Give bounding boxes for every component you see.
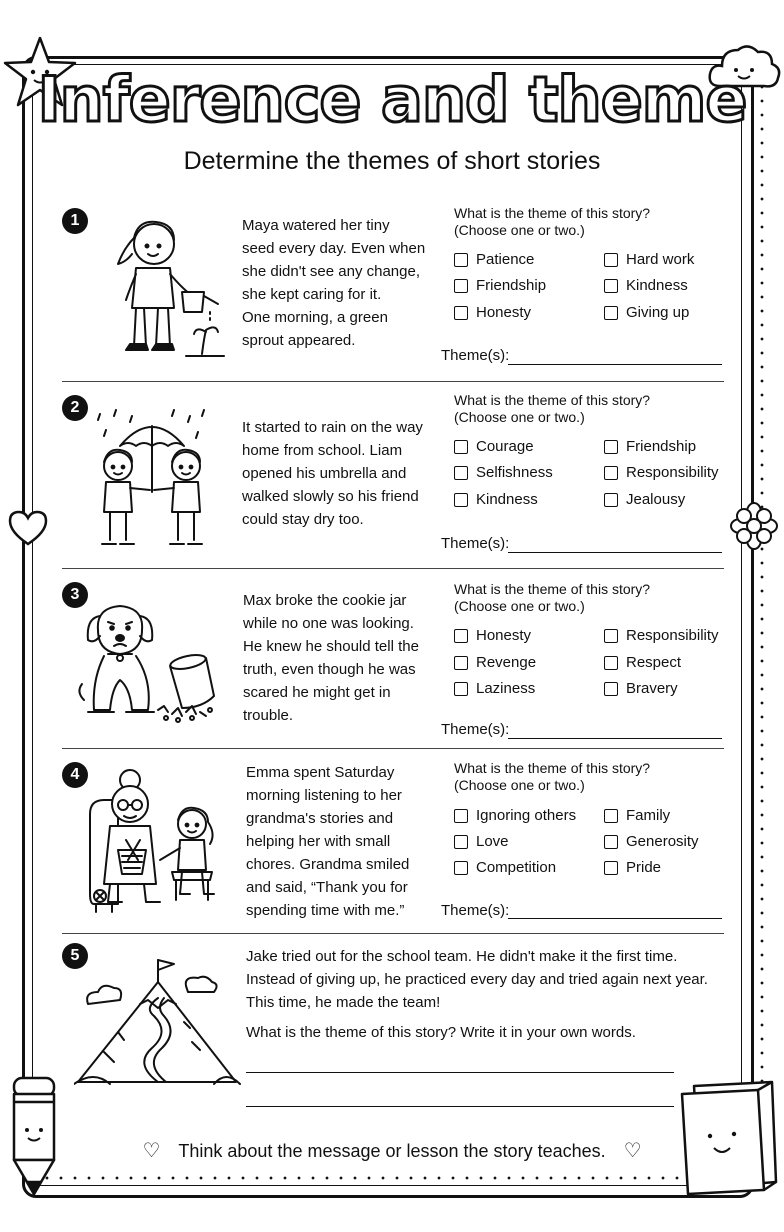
dotted-border-right <box>760 80 764 1170</box>
theme-label: Theme(s): <box>441 721 510 738</box>
option-checkbox[interactable]: Generosity <box>604 833 699 851</box>
checkbox-icon[interactable] <box>454 493 468 507</box>
answer-line[interactable] <box>246 1106 674 1107</box>
option-checkbox[interactable]: Competition <box>454 859 556 877</box>
question-text: What is the theme of this story? (Choose one or two.) <box>454 581 651 614</box>
checkbox-icon[interactable] <box>604 682 618 696</box>
checkbox-icon[interactable] <box>604 279 618 293</box>
checkbox-icon[interactable] <box>604 466 618 480</box>
puppy-broken-jar-illustration <box>74 600 222 724</box>
theme-label: Theme(s): <box>441 902 510 919</box>
option-checkbox[interactable]: Revenge <box>454 654 536 672</box>
checkbox-icon[interactable] <box>454 466 468 480</box>
kids-sharing-umbrella-illustration <box>90 404 214 554</box>
option-checkbox[interactable]: Hard work <box>604 251 694 269</box>
checkbox-icon[interactable] <box>604 861 618 875</box>
question-text: What is the theme of this story? (Choose one or two.) <box>454 392 651 425</box>
story-number-badge: 4 <box>62 762 88 788</box>
question-text: What is the theme of this story? (Choose one or two.) <box>454 760 651 793</box>
flower-icon <box>728 500 780 552</box>
checkbox-icon[interactable] <box>454 306 468 320</box>
theme-answer-line[interactable] <box>508 552 722 553</box>
theme-answer-line[interactable] <box>508 918 722 919</box>
option-checkbox[interactable]: Love <box>454 833 509 851</box>
checkbox-icon[interactable] <box>604 493 618 507</box>
heart-icon: ♡ <box>623 1140 642 1162</box>
checkbox-icon[interactable] <box>604 835 618 849</box>
section-divider <box>62 933 724 934</box>
story-number-badge: 3 <box>62 582 88 608</box>
option-checkbox[interactable]: Ignoring others <box>454 807 576 825</box>
mountain-flag-illustration <box>74 952 244 1092</box>
option-checkbox[interactable]: Giving up <box>604 304 689 322</box>
option-checkbox[interactable]: Respect <box>604 654 681 672</box>
option-checkbox[interactable]: Selfishness <box>454 464 553 482</box>
checkbox-icon[interactable] <box>454 440 468 454</box>
checkbox-icon[interactable] <box>604 809 618 823</box>
option-checkbox[interactable]: Bravery <box>604 680 678 698</box>
checkbox-icon[interactable] <box>454 835 468 849</box>
option-checkbox[interactable]: Kindness <box>604 277 688 295</box>
story-number-badge: 2 <box>62 395 88 421</box>
checkbox-icon[interactable] <box>454 629 468 643</box>
option-checkbox[interactable]: Family <box>604 807 670 825</box>
story-text: Maya watered her tiny seed every day. Even when she didn't see any change, she kept caring for it. One morning, a green sprout appeared. <box>242 217 426 349</box>
girl-watering-plant-illustration <box>96 208 226 364</box>
checkbox-icon[interactable] <box>454 861 468 875</box>
page-subtitle: Determine the themes of short stories <box>183 147 601 175</box>
grandma-and-girl-illustration <box>86 764 224 914</box>
option-checkbox[interactable]: Jealousy <box>604 491 685 509</box>
page-title: Inference and theme <box>37 63 747 136</box>
checkbox-icon[interactable] <box>604 656 618 670</box>
option-checkbox[interactable]: Friendship <box>454 277 546 295</box>
option-checkbox[interactable]: Responsibility <box>604 464 719 482</box>
theme-answer-line[interactable] <box>508 364 722 365</box>
option-checkbox[interactable]: Laziness <box>454 680 535 698</box>
option-checkbox[interactable]: Kindness <box>454 491 538 509</box>
theme-answer-line[interactable] <box>508 738 722 739</box>
option-checkbox[interactable]: Honesty <box>454 304 531 322</box>
option-checkbox[interactable]: Courage <box>454 438 534 456</box>
checkbox-icon[interactable] <box>604 440 618 454</box>
story-text: It started to rain on the way home from school. Liam opened his umbrella and walked slowly so his friend could stay dry too. <box>242 419 423 528</box>
option-checkbox[interactable]: Responsibility <box>604 627 719 645</box>
question-text: What is the theme of this story? (Choose one or two.) <box>454 205 651 238</box>
section-divider <box>62 748 724 749</box>
checkbox-icon[interactable] <box>454 682 468 696</box>
story-text: Max broke the cookie jar while no one was looking. He knew he should tell the truth, even though he was scared he might get in trouble. <box>243 592 419 724</box>
option-checkbox[interactable]: Patience <box>454 251 534 269</box>
checkbox-icon[interactable] <box>454 809 468 823</box>
checkbox-icon[interactable] <box>604 306 618 320</box>
dotted-border-bottom <box>40 1176 740 1180</box>
story-text: Emma spent Saturday morning listening to her grandma's stories and helping her with small chores. Grandma smiled and said, “Thank you for spending time with me.” <box>246 764 410 919</box>
heart-icon <box>6 508 50 548</box>
checkbox-icon[interactable] <box>454 253 468 267</box>
checkbox-icon[interactable] <box>454 279 468 293</box>
checkbox-icon[interactable] <box>604 253 618 267</box>
story-number-badge: 5 <box>62 943 88 969</box>
theme-label: Theme(s): <box>441 347 510 364</box>
section-divider <box>62 568 724 569</box>
question-text: What is the theme of this story? Write it in your own words. <box>246 1024 636 1041</box>
pencil-icon <box>6 1074 62 1198</box>
story-text: Jake tried out for the school team. He didn't make it the first time. Instead of giving up, he practiced every day and tried again next year. This time, he made the team! <box>246 948 708 1011</box>
checkbox-icon[interactable] <box>454 656 468 670</box>
answer-line[interactable] <box>246 1072 674 1073</box>
section-divider <box>62 381 724 382</box>
theme-label: Theme(s): <box>441 535 510 552</box>
option-checkbox[interactable]: Friendship <box>604 438 696 456</box>
book-icon <box>672 1078 780 1196</box>
option-checkbox[interactable]: Pride <box>604 859 661 877</box>
option-checkbox[interactable]: Honesty <box>454 627 531 645</box>
footer-tip: ♡ Think about the message or lesson the story teaches. ♡ <box>142 1140 642 1162</box>
heart-icon: ♡ <box>142 1140 161 1162</box>
story-number-badge: 1 <box>62 208 88 234</box>
checkbox-icon[interactable] <box>604 629 618 643</box>
